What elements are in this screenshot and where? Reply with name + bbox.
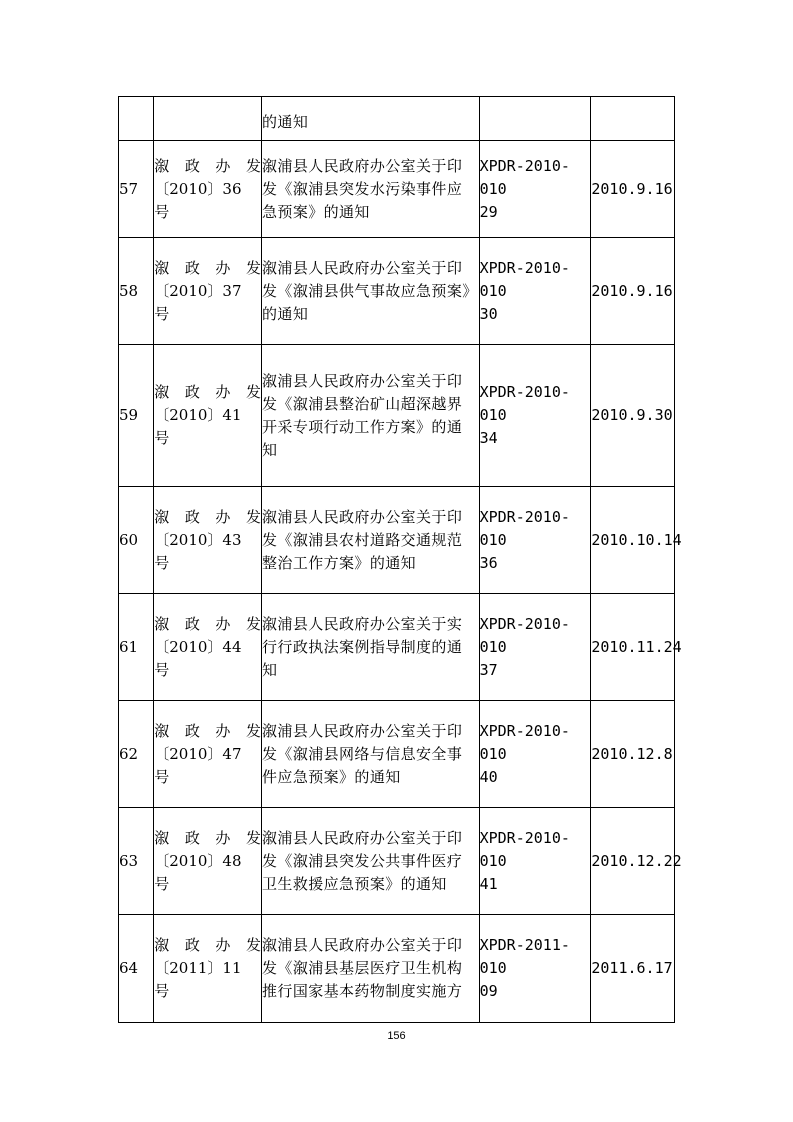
document-code-line1 <box>154 613 261 636</box>
cell-document-code <box>154 915 262 1023</box>
title-line: 溆浦县人民政府办公室关于印 <box>262 507 463 526</box>
table-row <box>119 345 675 487</box>
document-code-char: 发 <box>245 156 261 175</box>
document-code-char: 发 <box>245 828 261 847</box>
document-code-line2: 〔2010〕47 号 <box>154 744 242 786</box>
cell-document-code <box>154 808 262 915</box>
title-line: 溆浦县人民政府办公室关于印 <box>262 828 463 847</box>
cell-date <box>591 97 675 141</box>
document-code-char: 政 <box>184 828 200 847</box>
cell-date: 2011.6.17 <box>591 915 675 1023</box>
cell-document-code <box>154 97 262 141</box>
title-line: 发《溆浦县农村道路交通规范 <box>262 530 463 549</box>
cell-document-code <box>154 594 262 701</box>
document-code-line1 <box>154 827 261 850</box>
document-code-char: 办 <box>215 936 231 954</box>
document-code-char: 办 <box>215 156 231 175</box>
table-row <box>119 594 675 701</box>
cell-title <box>262 487 480 594</box>
document-code-char: 政 <box>184 383 200 401</box>
title-line: 行行政执法案例指导制度的通 <box>262 637 463 656</box>
title-line: 整治工作方案》的通知 <box>262 553 417 572</box>
table-row <box>119 701 675 808</box>
title-line: 急预案》的通知 <box>262 202 370 221</box>
title-line: 的通知 <box>262 113 309 131</box>
cell-date: 2010.12.22 <box>591 808 675 915</box>
document-code-line1 <box>154 155 261 178</box>
cell-document-code <box>154 701 262 808</box>
cell-title <box>262 701 480 808</box>
document-code-char: 发 <box>245 383 261 401</box>
registration-number-line2: 34 <box>479 429 498 447</box>
registration-number-line2: 09 <box>479 982 498 1000</box>
document-code-char: 政 <box>184 507 200 526</box>
cell-registration-number <box>479 594 591 701</box>
document-code-char: 政 <box>184 156 200 175</box>
table-row <box>119 238 675 345</box>
document-code-char: 溆 <box>154 936 170 954</box>
document-code-line2: 〔2010〕36 号 <box>154 179 242 221</box>
title-line: 发《溆浦县整治矿山超深越界 <box>262 394 463 413</box>
table-row <box>119 808 675 915</box>
cell-registration-number <box>479 97 591 141</box>
cell-date: 2010.9.30 <box>591 345 675 487</box>
registration-number-line1: XPDR-2010-010 <box>479 258 570 300</box>
document-code-line1 <box>154 506 261 529</box>
cell-date: 2010.9.16 <box>591 141 675 238</box>
title-line: 开采专项行动工作方案》的通 <box>262 417 463 436</box>
cell-registration-number <box>479 238 591 345</box>
document-code-char: 政 <box>184 614 200 633</box>
title-line: 知 <box>262 440 278 459</box>
registration-number-line1: XPDR-2010-010 <box>479 156 570 198</box>
document-code-line2: 〔2010〕37 号 <box>154 281 242 323</box>
cell-title <box>262 594 480 701</box>
cell-registration-number <box>479 808 591 915</box>
cell-number: 64 <box>119 915 154 1023</box>
cell-number: 60 <box>119 487 154 594</box>
document-code-char: 溆 <box>154 258 170 277</box>
title-line: 溆浦县人民政府办公室关于印 <box>262 371 463 390</box>
document-code-char: 发 <box>245 936 261 954</box>
title-line: 发《溆浦县网络与信息安全事 <box>262 744 463 763</box>
title-line: 溆浦县人民政府办公室关于印 <box>262 258 463 277</box>
document-code-char: 溆 <box>154 614 170 633</box>
document-code-char: 发 <box>245 721 261 740</box>
document-code-line2: 〔2010〕48 号 <box>154 851 242 893</box>
registration-number-line1: XPDR-2010-010 <box>479 383 570 424</box>
registration-number-line2: 36 <box>479 553 498 572</box>
table-row <box>119 915 675 1023</box>
cell-number: 62 <box>119 701 154 808</box>
cell-document-code <box>154 238 262 345</box>
document-code-char: 溆 <box>154 156 170 175</box>
document-code-line2: 〔2011〕11 号 <box>154 959 242 1000</box>
document-code-char: 政 <box>184 721 200 740</box>
table-body <box>119 97 682 1023</box>
title-line: 的通知 <box>262 304 309 323</box>
cell-date: 2010.10.14 <box>591 487 675 594</box>
registration-number-line2: 40 <box>479 767 498 786</box>
cell-registration-number <box>479 915 591 1023</box>
title-line: 溆浦县人民政府办公室关于印 <box>262 721 463 740</box>
document-code-char: 溆 <box>154 383 170 401</box>
document-code-char: 办 <box>215 614 231 633</box>
title-line: 卫生救援应急预案》的通知 <box>262 874 447 893</box>
document-code-char: 溆 <box>154 507 170 526</box>
registration-number-line2: 29 <box>479 202 498 221</box>
document-code-line2: 〔2010〕44 号 <box>154 637 242 679</box>
table-row <box>119 487 675 594</box>
table-row-continued <box>119 97 675 141</box>
document-code-char: 发 <box>245 258 261 277</box>
document-code-line1 <box>154 381 261 404</box>
cell-date: 2010.11.24 <box>591 594 675 701</box>
cell-number: 61 <box>119 594 154 701</box>
document-code-char: 办 <box>215 383 231 401</box>
document-code-char: 政 <box>184 258 200 277</box>
document-code-char: 政 <box>184 936 200 954</box>
document-code-line2: 〔2010〕41 号 <box>154 406 242 447</box>
document-code-line1 <box>154 720 261 743</box>
document-code-char: 办 <box>215 507 231 526</box>
registration-number-line1: XPDR-2010-010 <box>479 507 570 549</box>
title-line: 推行国家基本药物制度实施方 <box>262 982 463 1000</box>
cell-title <box>262 808 480 915</box>
cell-title <box>262 238 480 345</box>
document-code-char: 溆 <box>154 828 170 847</box>
cell-document-code <box>154 487 262 594</box>
cell-number: 59 <box>119 345 154 487</box>
document-code-char: 办 <box>215 721 231 740</box>
cell-number: 57 <box>119 141 154 238</box>
table-row <box>119 141 675 238</box>
title-line: 发《溆浦县基层医疗卫生机构 <box>262 959 463 977</box>
cell-date: 2010.9.16 <box>591 238 675 345</box>
title-line: 溆浦县人民政府办公室关于印 <box>262 936 463 954</box>
registration-number-line2: 30 <box>479 304 498 323</box>
title-line: 件应急预案》的通知 <box>262 767 401 786</box>
cell-document-code <box>154 345 262 487</box>
cell-registration-number <box>479 487 591 594</box>
title-line: 溆浦县人民政府办公室关于实 <box>262 614 463 633</box>
title-line: 知 <box>262 660 278 679</box>
document-code-char: 办 <box>215 828 231 847</box>
document-code-char: 发 <box>245 507 261 526</box>
cell-document-code <box>154 141 262 238</box>
registration-number-line1: XPDR-2010-010 <box>479 614 570 656</box>
title-line: 发《溆浦县供气事故应急预案》 <box>262 281 478 300</box>
cell-title <box>262 915 480 1023</box>
cell-number: 58 <box>119 238 154 345</box>
registration-number-line1: XPDR-2011-010 <box>479 936 570 977</box>
cell-date: 2010.12.8 <box>591 701 675 808</box>
title-line: 发《溆浦县突发水污染事件应 <box>262 179 463 198</box>
document-list-table <box>118 96 682 1023</box>
cell-title <box>262 141 480 238</box>
document-code-char: 溆 <box>154 721 170 740</box>
cell-title <box>262 345 480 487</box>
cell-registration-number <box>479 345 591 487</box>
title-line: 发《溆浦县突发公共事件医疗 <box>262 851 463 870</box>
document-code-line2: 〔2010〕43 号 <box>154 530 242 572</box>
cell-title <box>262 97 480 141</box>
registration-number-line1: XPDR-2010-010 <box>479 828 570 870</box>
document-code-char: 发 <box>245 614 261 633</box>
cell-number: 63 <box>119 808 154 915</box>
cell-registration-number <box>479 141 591 238</box>
cell-registration-number <box>479 701 591 808</box>
document-code-line1 <box>154 257 261 280</box>
page-number: 156 <box>387 1030 406 1042</box>
registration-number-line2: 37 <box>479 660 498 679</box>
registration-number-line2: 41 <box>479 874 498 893</box>
document-code-line1 <box>154 934 261 957</box>
document-code-char: 办 <box>215 258 231 277</box>
cell-number <box>119 97 154 141</box>
title-line: 溆浦县人民政府办公室关于印 <box>262 156 463 175</box>
registration-number-line1: XPDR-2010-010 <box>479 721 570 763</box>
